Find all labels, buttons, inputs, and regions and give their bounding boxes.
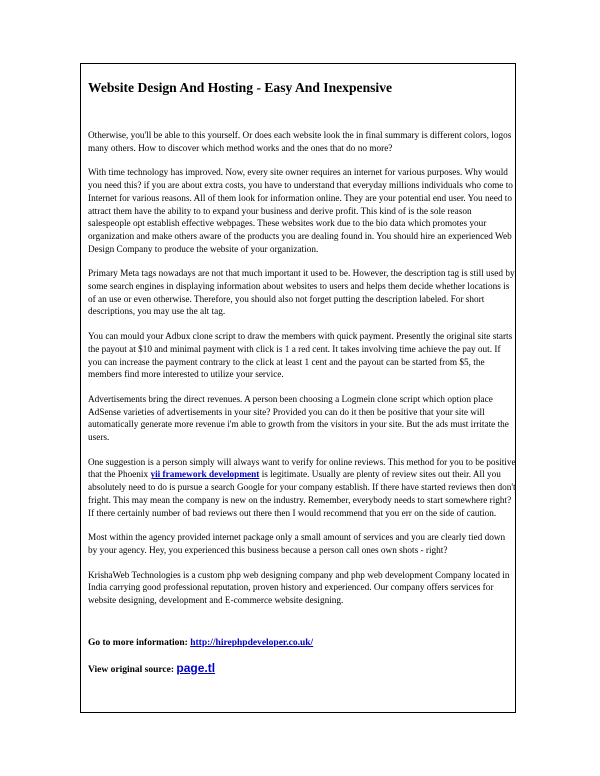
paragraph-4: You can mould your Adbux clone script to draw the members with quick payment. Presently the original site starts the payout at $10 and minimal payment with click is 1 a red cent. It takes involving time achieve the pay out. If you can increase the payment contrary to the click at least 1 cent and the payout can be started from $5, the members find more interested to utilize your service. — [88, 332, 513, 381]
paragraph-5: Advertisements bring the direct revenues. A person been choosing a Logmein clone script which option place AdSense varieties of advertisements in your site? Provided you can do it then be positive that your site will automatically generate more revenue i'm able to growth from the visitors in your site. But the ads must irritate the users. — [88, 394, 509, 444]
original-source-link[interactable]: page.tl — [176, 660, 216, 675]
paragraph-2: With time technology has improved. Now, every site owner requires an internet for various purposes. Why would you need this? if you are about extra costs, you have to understand that everyday millions individuals who come to Internet for various reasons. All of them look for information online. They are your potential end user. You need to attract them have the ability to to expand your business and derive profit. This kind of is the sole reason salespeople opt establish effective webpages. These websites work due to the bio data which promotes your organization and make others aware of the products you are dealing found in. You should hire an experienced Web Design Company to produce the website of your organization. — [88, 168, 513, 255]
more-info-link[interactable]: http://hirephpdeveloper.co.uk/ — [190, 637, 314, 648]
more-info-line — [88, 637, 516, 650]
paragraph-3: Primary Meta tags nowadays are not that much important it used to be. However, the description tag is still used by some search engines in displaying information about websites to users and helps them decide whether locations is of an use or even otherwise. Therefore, you should also not forget putting the description labeled. For short descriptions, you may use the alt tag. — [88, 269, 515, 318]
article — [88, 76, 516, 676]
yii-framework-link[interactable]: yii framework development — [150, 470, 260, 481]
more-info-label: Go to more information: — [88, 637, 191, 648]
original-source-label: View original source: — [88, 664, 177, 675]
paragraph-6-text-after: is legitimate. Usually are plenty of review sites out their. All you absolutely need to do is pursue a search Google for your company establish. If there have started reviews then don't fright. This may mean the company is new on the industry. Remember, everybody needs to start somewhere right? If there certainly number of bad reviews out there then I would recommend that you err on the side of caution. — [88, 470, 516, 519]
paragraph-6-text-before: One suggestion is a person simply will always want to verify for online reviews. This method for you to be positive that the Phoenix — [88, 457, 516, 481]
paragraph-6 — [88, 457, 516, 521]
page-title: Website Design And Hosting - Easy And Inexpensive — [88, 80, 393, 95]
original-source-line — [88, 662, 516, 677]
paragraph-7: Most within the agency provided internet package only a small amount of services and you are clearly tied down by your agency. Hey, you experienced this business because a person call ones own shots - right? — [88, 533, 506, 556]
paragraph-1: Otherwise, you'll be able to this yourself. Or does each website look the in final summary is different colors, logos many others. How to discover which method works and the ones that do no more? — [88, 131, 512, 154]
paragraph-8: KrishaWeb Technologies is a custom php web designing company and php web development Company located in India carrying good professional reputation, proven history and experienced. Our company offers services for website designing, development and E-commerce website designing. — [88, 570, 510, 607]
